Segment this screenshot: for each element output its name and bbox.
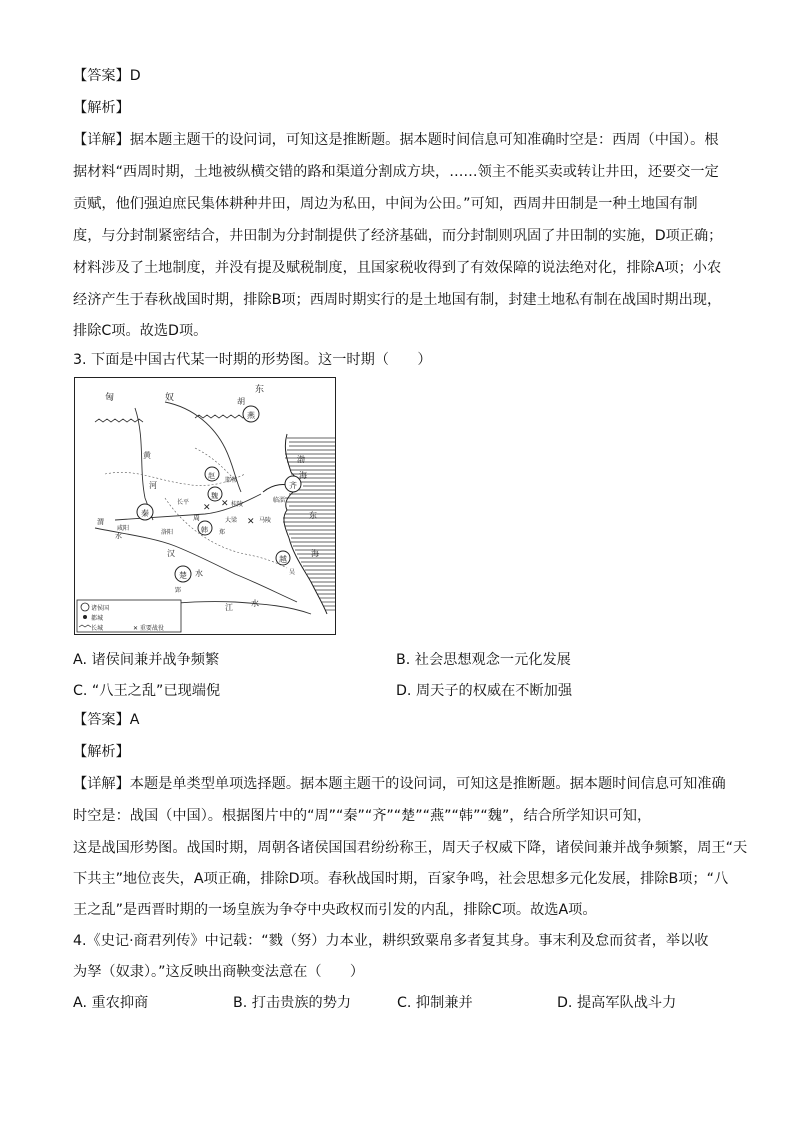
map-label: 桂陵 [231,501,244,508]
map-legend-label: 长城 [91,625,104,632]
q4-stem-line: 4.《史记·商君列传》中记载：“戮（努）力本业，耕织致粟帛多者复其身。事末利及怠而贫者，举以收 [73,933,709,949]
map-label: 赵 [208,472,215,480]
q3-detail-line: 【详解】本题是单类型单项选择题。据本题主题干的设问词，可知这是推断题。据本题时间信息可知准确 [73,776,726,792]
map-label: 燕 [247,411,255,420]
q3-option-a: A. 诸侯间兼并战争频繁 [73,652,220,668]
map-label: 周 [193,514,200,522]
map-label: 邯郸 [225,477,238,484]
q2-detail-line: 据材料“西周时期，土地被纵横交错的路和渠道分割成方块，……领主不能买卖或转让井田，还要交一定 [73,164,719,180]
q3-option-d: D. 周天子的权威在不断加强 [396,683,573,699]
map-figure [75,378,335,634]
state-boundaries [105,448,287,568]
map-label: 大梁 [225,517,238,524]
q2-detail-line: 经济产生于春秋战国时期，排除B项；西周时期实行的是土地国有制，封建土地私有制在战国时期出现， [73,292,722,308]
map-label: 渭 [97,518,104,526]
map-label: 汉 [167,549,175,558]
map-label: 楚 [179,571,187,580]
q3-detail-line: 王之乱”是西晋时期的一场皇族为争夺中央政权而引发的内乱，排除C项。故选A项。 [73,902,597,918]
svg-text:✕: ✕ [221,499,229,509]
state-markers [137,406,301,582]
map-label: 魏 [211,492,218,500]
q2-detail-line: 【详解】据本题主题干的设问词，可知这是推断题。据本题时间信息可知准确时空是：西周（中国）。根 [73,132,719,148]
svg-text:✕: ✕ [203,503,211,513]
q4-option-d: D. 提高军队战斗力 [557,995,677,1011]
map-label: 吴 [289,569,296,576]
warring-states-map [74,377,336,635]
map-label: 东 [309,511,317,520]
map-label: 齐 [289,481,297,490]
q3-answer: 【答案】A [73,712,140,728]
q3-option-b: B. 社会思想观念一元化发展 [396,652,571,668]
q3-stem: 3. 下面是中国古代某一时期的形势图。这一时期（ ） [73,352,432,368]
map-label: 东 [255,385,265,395]
map-label: 郑 [219,529,226,536]
map-label: 水 [115,532,122,540]
q3-detail-line: 这是战国形势图。战国时期，周朝各诸侯国国君纷纷称王，周天子权威下降，诸侯间兼并战争频繁，周王“天 [73,840,748,856]
q2-detail-line: 度，与分封制紧密结合，井田制为分封制提供了经济基础，而分封制则巩固了井田制的实施，D项正确； [73,228,723,244]
map-label: 洛阳 [161,529,174,536]
map-legend-label: 都城 [91,615,104,622]
sea-hatching [283,438,335,610]
map-label: 奴 [165,393,175,403]
map-label: 长平 [177,499,190,506]
map-label: 胡 [237,397,245,406]
map-label: 咸阳 [117,525,130,532]
q4-option-b: B. 打击贵族的势力 [233,995,352,1011]
map-label: 海 [311,549,319,558]
map-label: 临淄 [273,497,286,504]
map-label: 水 [195,569,203,578]
q3-detail-line: 下共主”地位丧失，A项正确，排除D项。春秋战国时期，百家争鸣，社会思想多元化发展，排除B项；“八 [73,871,729,887]
map-label: 越 [279,555,287,564]
q3-option-c: C. “八王之乱”已现端倪 [73,683,221,699]
q2-analysis-heading: 【解析】 [73,100,130,116]
q3-analysis-heading: 【解析】 [73,744,130,760]
coastline [284,434,327,614]
map-label: 河 [149,481,157,490]
map-label: 韩 [201,526,208,534]
han-river [95,528,297,602]
q2-detail-line: 排除C项。故选D项。 [73,323,208,339]
map-label: 秦 [141,509,149,518]
q2-detail-line: 贡赋，他们强迫庶民集体耕种井田，周边为私田，中间为公田。”可知，西周井田制是一种土地国有制 [73,196,698,212]
map-label: 郢 [175,587,182,594]
map-label: 海 [299,471,307,480]
q4-option-c: C. 抑制兼并 [397,995,473,1011]
q2-answer: 【答案】D [73,68,141,84]
q2-detail-line: 材料涉及了土地制度，并没有提及赋税制度，且国家税收得到了有效保障的说法绝对化，排除A项；小农 [73,260,722,276]
map-label: 渤 [297,455,305,464]
great-wall [95,415,251,422]
yellow-river-north-loop [135,408,153,520]
map-label: 匈 [105,393,115,403]
map-legend-label: 诸侯国 [91,605,110,612]
map-label: 水 [251,599,259,608]
map-label: 马陵 [259,517,272,524]
q4-option-a: A. 重农抑商 [73,995,149,1011]
map-label: 江 [225,603,233,612]
svg-text:✕: ✕ [247,517,255,527]
q3-detail-line: 时空是：战国（中国）。根据图片中的“周”“秦”“齐”“楚”“燕”“韩”“魏”，结合所学知识可知， [73,808,652,824]
map-legend-label: ✕ 重要战役 [133,625,164,632]
q4-stem-line: 为孥（奴隶）。”这反映出商鞅变法意在（ ） [73,964,365,980]
map-label: 黄 [143,451,151,460]
